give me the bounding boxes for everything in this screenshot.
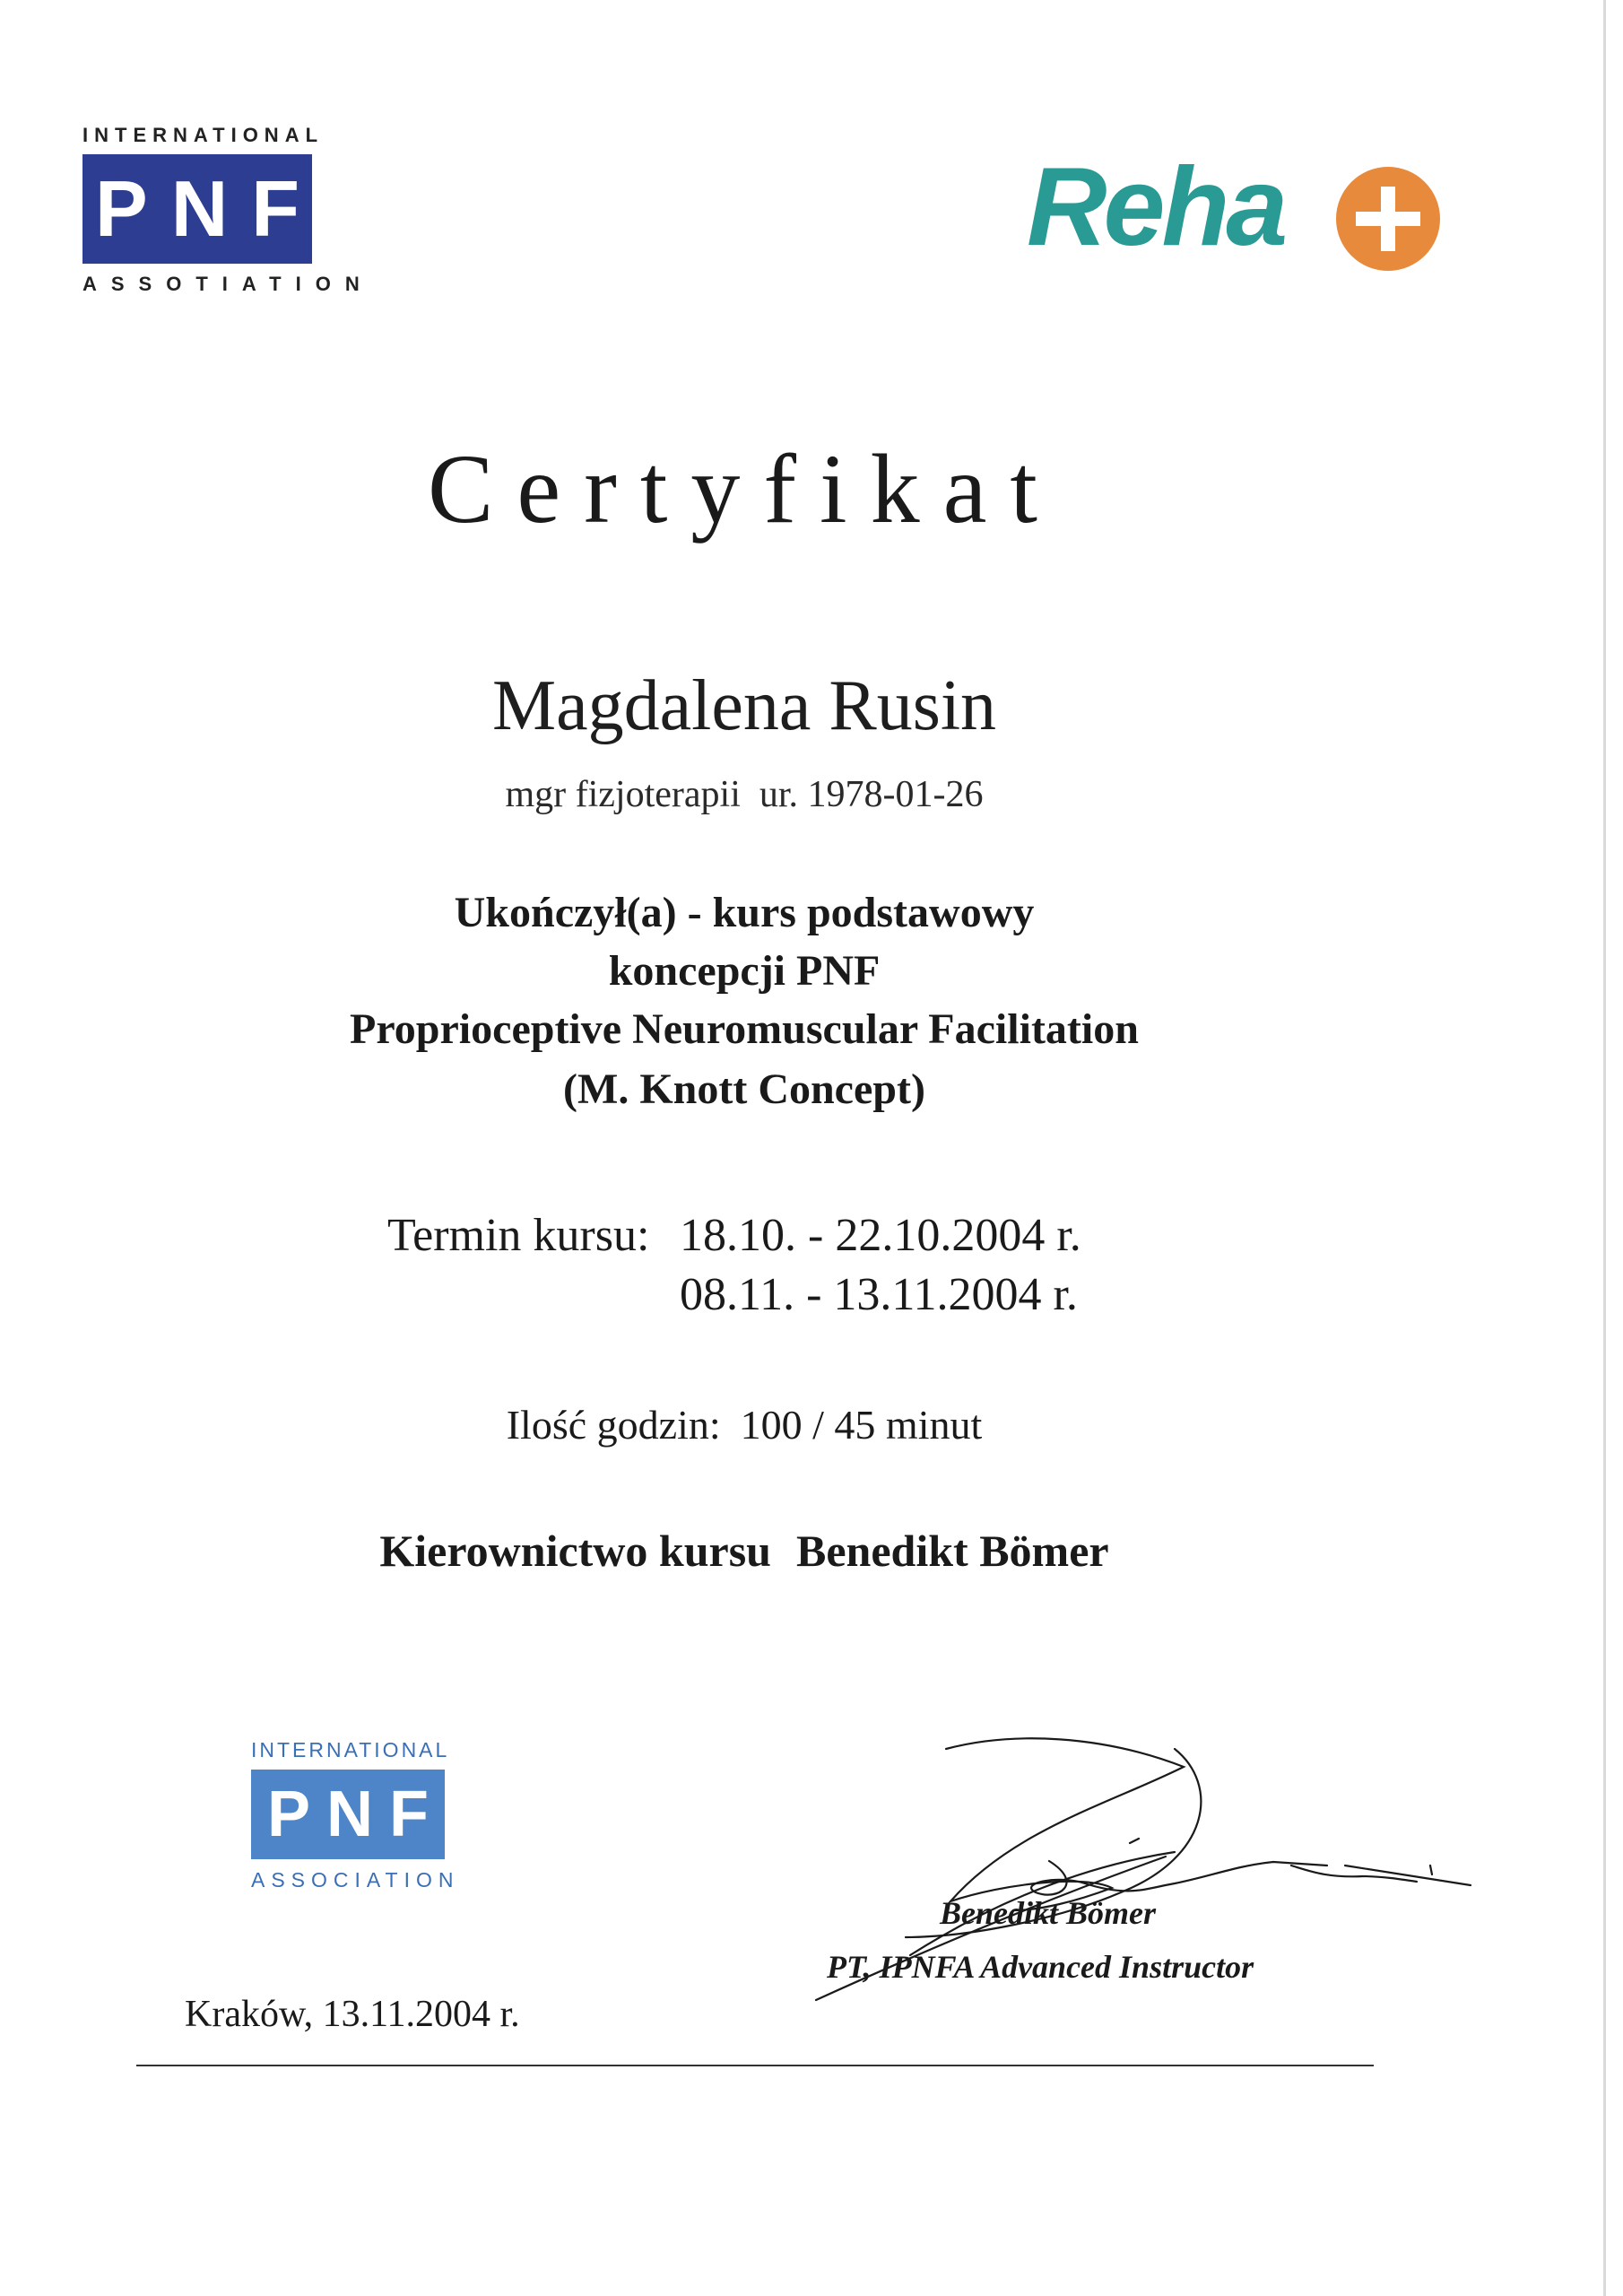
bottom-divider (136, 2065, 1374, 2066)
term-date: 18.10. - 22.10.2004 r. (680, 1210, 1081, 1261)
hours-label: Ilość godzin: (506, 1402, 721, 1448)
hours-value: 100 / 45 minut (740, 1402, 983, 1448)
course-line: koncepcji PNF (608, 947, 881, 995)
scan-edge (1603, 0, 1606, 2296)
place-and-date: Kraków, 13.11.2004 r. (185, 1994, 520, 2035)
course-line: (M. Knott Concept) (563, 1065, 925, 1113)
term-label: Termin kursu: (387, 1210, 650, 1261)
reha-logo-word: Reha (1027, 145, 1285, 269)
reha-plus-logo (1027, 144, 1439, 278)
degree-line: mgr fizjoterapii ur. 1978-01-26 (505, 774, 984, 815)
international-pnf-logo-top (82, 124, 374, 296)
international-pnf-logo-bottom (251, 1738, 460, 1892)
course-director-line (0, 1525, 1488, 1577)
recipient-name: Magdalena Rusin (491, 666, 997, 745)
hours-line (0, 1401, 1488, 1448)
logo-top-box (82, 154, 323, 264)
director-name: Benedikt Bömer (796, 1526, 1109, 1576)
logo-bottom-box (251, 1770, 445, 1859)
signature-name: Benedikt Bömer (940, 1895, 1156, 1931)
course-line: Proprioceptive Neuromuscular Facilitation (350, 1005, 1139, 1053)
plus-icon (1336, 167, 1440, 271)
logo-top-line2: ASSOTIATION (82, 273, 374, 295)
logo-bottom-mark: PNF (267, 1779, 445, 1850)
logo-top-mark: PNF (95, 164, 323, 253)
certificate-title: Certyfikat (428, 434, 1061, 544)
director-label: Kierownictwo kursu (379, 1526, 771, 1576)
course-line: Ukończył(a) - kurs podstawowy (454, 889, 1035, 936)
logo-bottom-line1: INTERNATIONAL (251, 1738, 450, 1761)
logo-bottom-line2: ASSOCIATION (251, 1868, 460, 1892)
signature-title: PT, IPNFA Advanced Instructor (827, 1949, 1254, 1985)
logo-top-line1: INTERNATIONAL (82, 124, 325, 146)
term-date: 08.11. - 13.11.2004 r. (680, 1269, 1078, 1320)
